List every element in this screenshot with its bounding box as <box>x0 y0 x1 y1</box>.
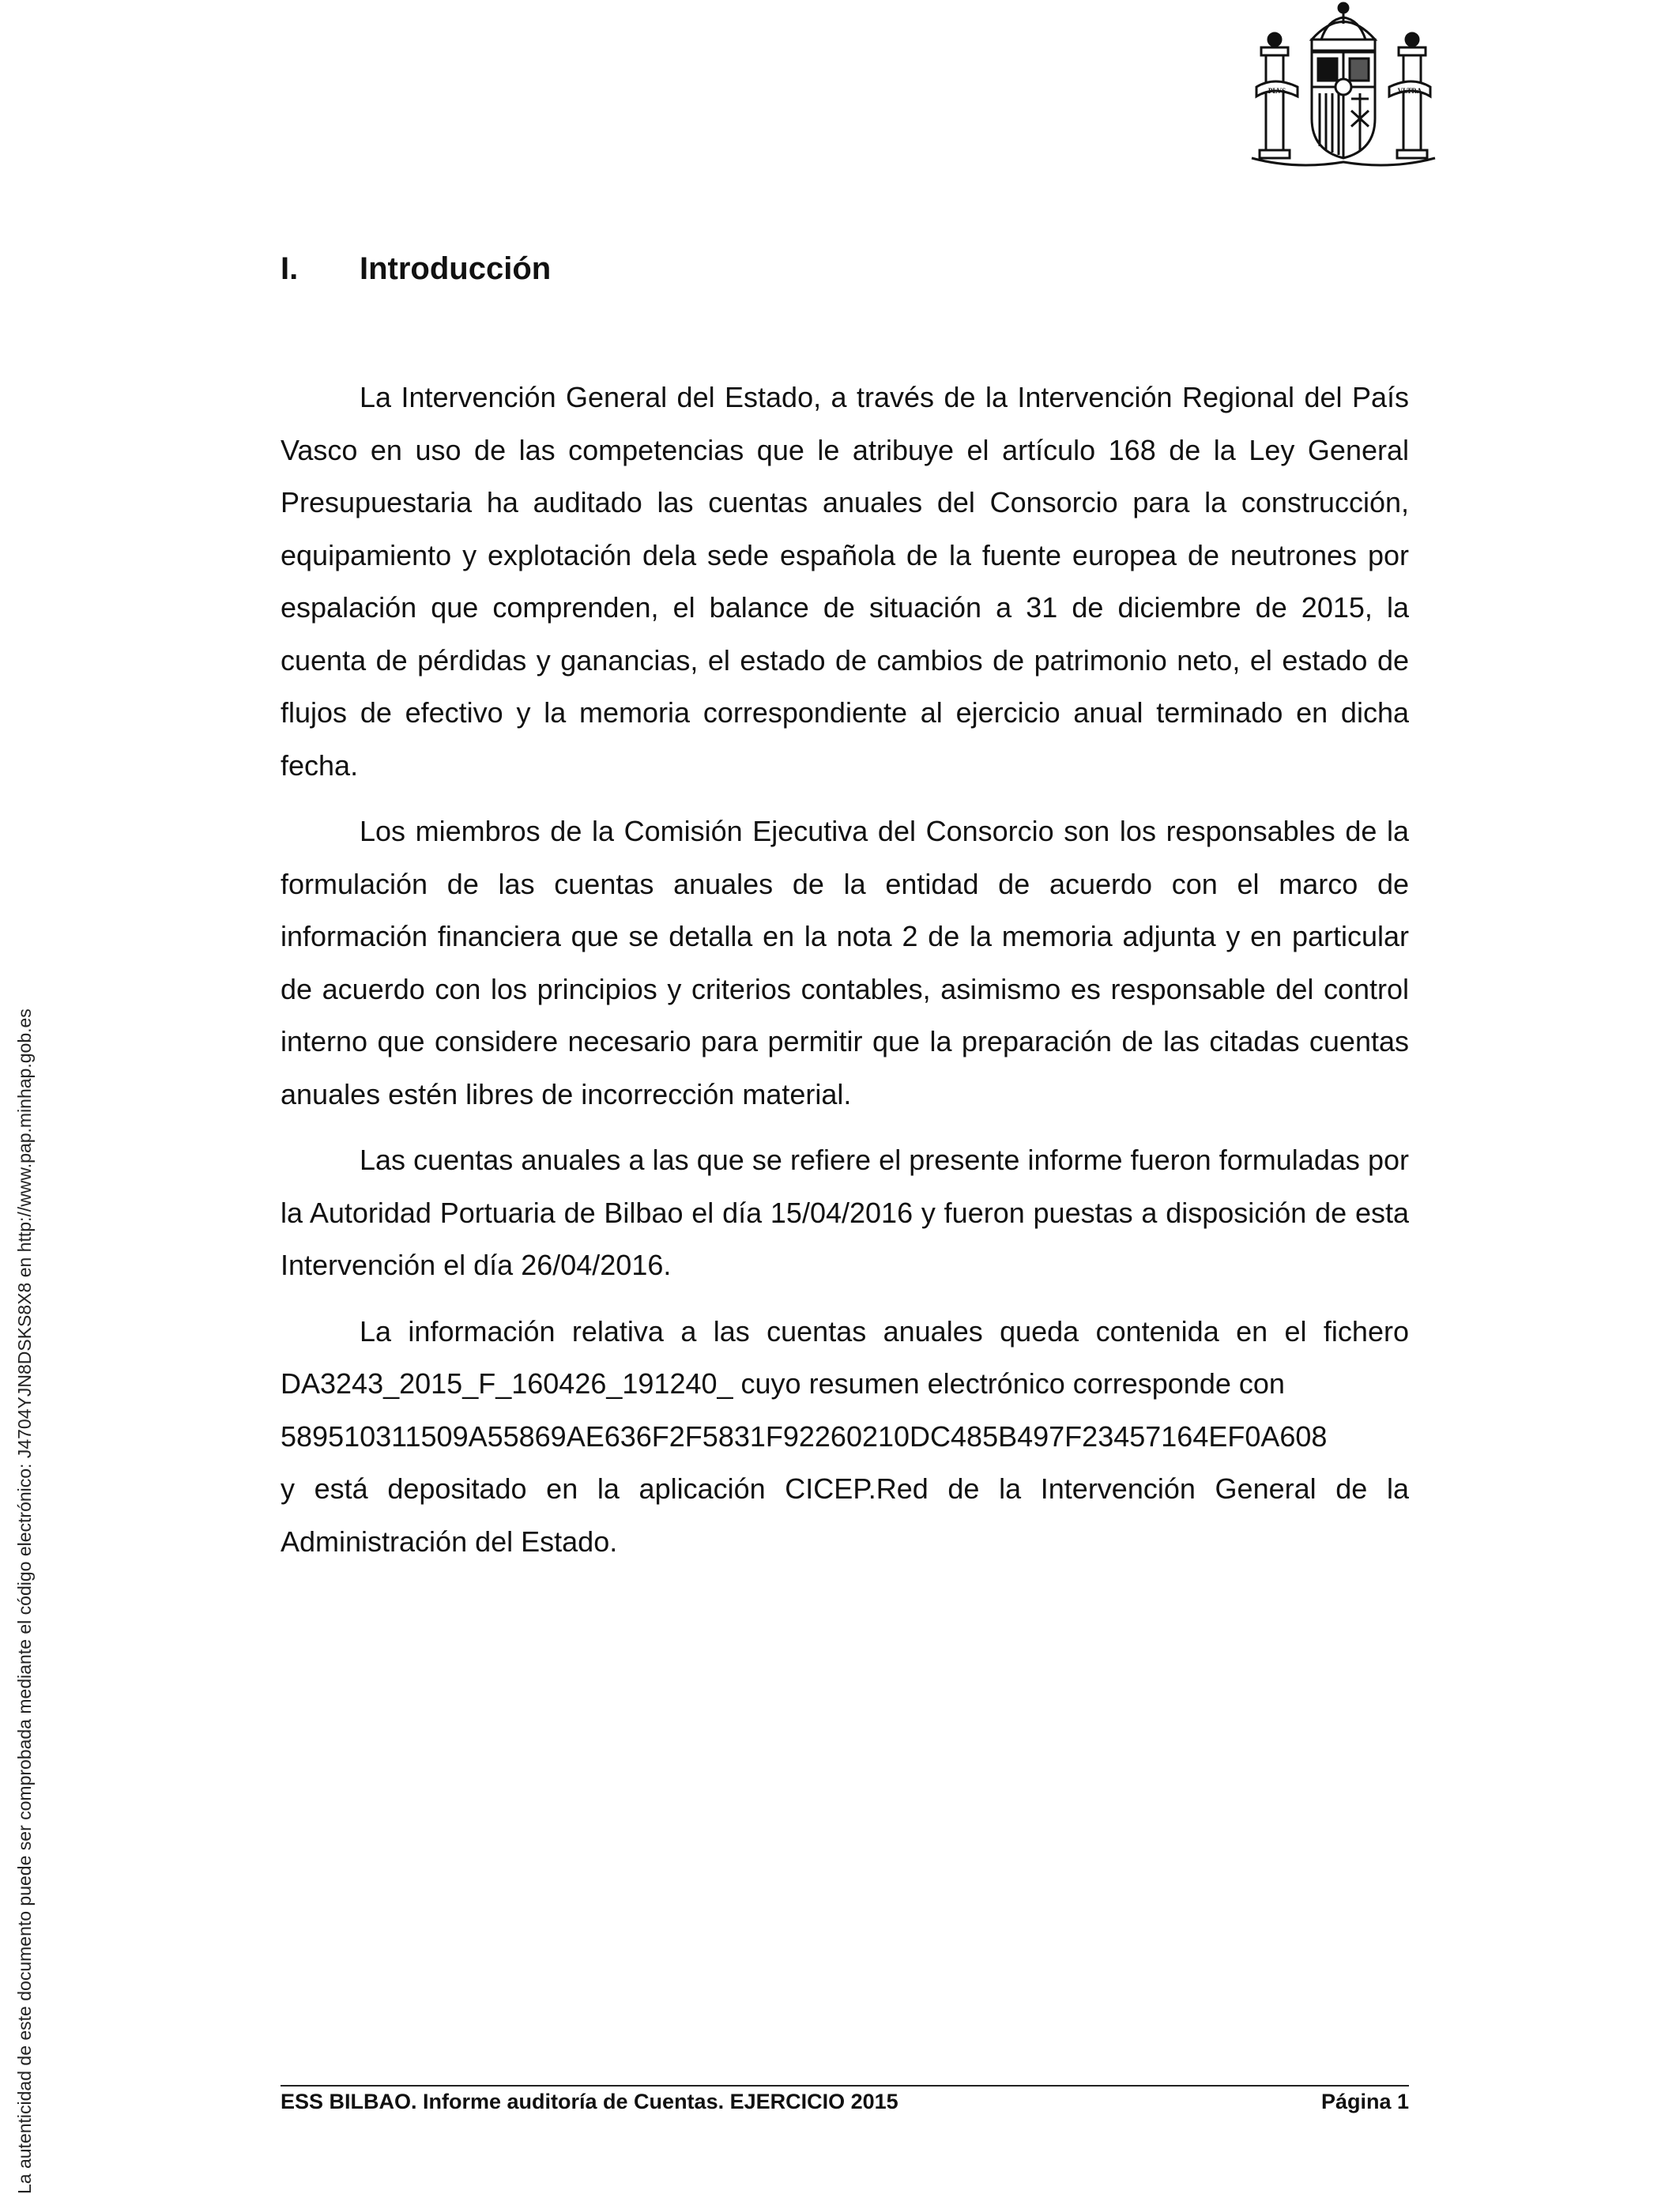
section-heading <box>281 251 551 287</box>
hash-line: 589510311509A55869AE636F2F5831F92260210DC485B497F23457164EF0A608 <box>281 1419 1328 1453</box>
authenticity-note: La autenticidad de este documento puede ser comprobada mediante el código electrónico: J4704YJN8DSKS8X8 en http://www.pap.minhap.gob.es <box>14 1008 35 2194</box>
spain-coat-of-arms-icon <box>1249 0 1438 170</box>
footer-document-title: ESS BILBAO. Informe auditoría de Cuentas. EJERCICIO 2015 <box>281 2090 898 2113</box>
svg-text:VLTRA: VLTRA <box>1397 87 1422 95</box>
paragraph: Los miembros de la Comisión Ejecutiva del Consorcio son los responsables de la formulación de las cuentas anuales de la entidad de acuerdo con el marco de información financiera que se detalla en la nota 2 de la memoria adjunta y en particular de acuerdo con los principios y criterios contables, asimismo es responsable del control interno que considere necesario para permitir que la preparación de las citadas cuentas anuales estén libres de incorrección material. <box>281 815 1409 1110</box>
section-number: I. <box>281 251 299 286</box>
svg-text:PLVS: PLVS <box>1268 87 1286 95</box>
closing-paragraph: y está depositado en la aplicación CICEP.Red de la Intervención General de la Administración del Estado. <box>281 1472 1409 1558</box>
section-title: Introducción <box>360 251 552 286</box>
paragraph: La información relativa a las cuentas anuales queda contenida en el fichero DA3243_2015_F_160426_191240_ cuyo resumen electrónico corresponde con <box>281 1314 1409 1400</box>
paragraph: La Intervención General del Estado, a través de la Intervención Regional del País Vasco en uso de las competencias que le atribuye el artículo 168 de la Ley General Presupuestaria ha auditado las cuentas anuales del Consorcio para la construcción, equipamiento y explotación dela sede española de la fuente europea de neutrones por espalación que comprenden, el balance de situación a 31 de diciembre de 2015, la cuenta de pérdidas y ganancias, el estado de cambios de patrimonio neto, el estado de flujos de efectivo y la memoria correspondiente al ejercicio anual terminado en dicha fecha. <box>281 381 1409 782</box>
page-footer <box>281 2085 1409 2114</box>
body-text <box>281 371 1409 1581</box>
page-number: Página 1 <box>1320 2090 1409 2113</box>
paragraph: Las cuentas anuales a las que se refiere el presente informe fueron formuladas por la Autoridad Portuaria de Bilbao el día 15/04/2016 y fueron puestas a disposición de esta Intervención el día 26/04/2016. <box>281 1144 1409 1281</box>
